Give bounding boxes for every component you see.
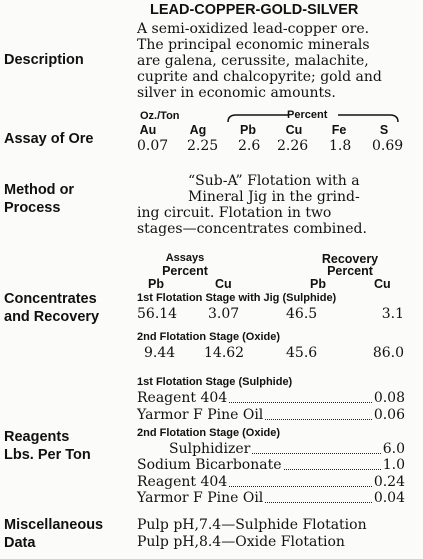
col-cu-recovery: Cu [374,277,391,291]
stage2-cu-recovery: 86.0 [372,345,404,361]
reagent-name: Sodium Bicarbonate [137,457,282,473]
assays-header: Assays [165,252,205,264]
leader-dots [284,469,381,470]
leader-dots [265,502,372,503]
assays-percent-header: Percent [162,264,208,278]
col-pb-assay: Pb [148,277,164,291]
reagent-row [137,474,405,490]
percent-header: Percent [287,109,328,121]
stage2-cu-assay: 14.62 [204,345,245,361]
assay-value-ag: 2.25 [187,138,219,154]
description-line: silver in economic amounts. [137,85,336,101]
description-line: cuprite and chalcopyrite; gold and [137,69,382,85]
element-pb: Pb [240,123,256,137]
stage1-cu-assay: 3.07 [208,306,240,322]
reagent-amount: 0.08 [373,390,405,406]
stage2-pb-assay: 9.44 [144,345,176,361]
description-label: Description [4,52,84,68]
method-line: ing circuit. Flotation in two [137,205,332,221]
reagent-name: Yarmor F Pine Oil [137,490,264,506]
assay-label: Assay of Ore [4,131,94,147]
reagent-amount: 1.0 [382,457,405,473]
stage1-pb-assay: 56.14 [137,306,178,322]
recovery-percent-header: Percent [327,264,373,278]
misc-label-2: Data [4,535,36,551]
method-label-2: Process [4,200,61,216]
misc-label: Miscellaneous [4,517,104,533]
description-line: are galena, cerussite, malachite, [137,53,369,69]
reagent-amount: 0.24 [373,474,405,490]
leader-dots [229,486,372,487]
col-cu-assay: Cu [215,277,232,291]
leader-dots [252,453,380,454]
reagent-name: Sulphidizer [169,441,251,457]
oz-ton-header: Oz./Ton [140,110,180,122]
concentrates-label: Concentrates [4,291,97,307]
description-line: The principal economic minerals [137,37,370,53]
assay-value-au: 0.07 [137,138,169,154]
col-pb-recovery: Pb [310,277,326,291]
reagents-stage1-header: 1st Flotation Stage (Sulphide) [137,376,293,388]
concentrates-label-2: and Recovery [4,309,100,325]
method-line: Mineral Jig in the grind- [188,189,360,205]
reagents-label: Reagents [4,429,70,445]
assay-value-pb: 2.6 [238,138,261,154]
misc-line: Pulp pH,7.4—Sulphide Flotation [137,517,367,533]
reagent-amount: 0.04 [373,490,405,506]
stage1-cu-recovery: 3.1 [381,306,404,322]
recovery-header: Recovery [321,252,379,266]
method-line: “Sub-A” Flotation with a [188,173,360,189]
stage2-pb-recovery: 45.6 [286,345,318,361]
reagent-row [137,407,405,423]
method-label: Method or [4,182,75,198]
assay-value-s: 0.69 [372,138,404,154]
reagents-label-2: Lbs. Per Ton [4,447,91,463]
method-line: stages—concentrates combined. [137,221,367,237]
reagent-row [137,441,405,457]
reagents-stage2-header: 2nd Flotation Stage (Oxide) [137,427,281,439]
element-cu: Cu [285,123,303,137]
leader-dots [265,419,372,420]
element-s: S [379,123,389,137]
reagent-name: Yarmor F Pine Oil [137,407,264,423]
reagent-amount: 0.06 [373,407,405,423]
assay-value-fe: 1.8 [329,138,352,154]
description-line: A semi-oxidized lead-copper ore. [137,21,370,37]
reagent-amount: 6.0 [382,441,405,457]
reagent-row [137,457,405,473]
reagent-row [137,490,405,506]
element-au: Au [139,123,157,137]
element-fe: Fe [331,123,347,137]
element-ag: Ag [189,123,207,137]
assay-value-cu: 2.26 [277,138,309,154]
reagent-name: Reagent 404 [137,474,228,490]
reagent-row [137,390,405,406]
reagent-name: Reagent 404 [137,390,228,406]
misc-line: Pulp pH,8.4—Oxide Flotation [137,534,345,550]
stage1-pb-recovery: 46.5 [286,306,318,322]
page-title: LEAD-COPPER-GOLD-SILVER [150,2,359,18]
stage1-header: 1st Flotation Stage with Jig (Sulphide) [137,292,337,304]
stage2-header: 2nd Flotation Stage (Oxide) [137,331,281,343]
leader-dots [229,402,372,403]
